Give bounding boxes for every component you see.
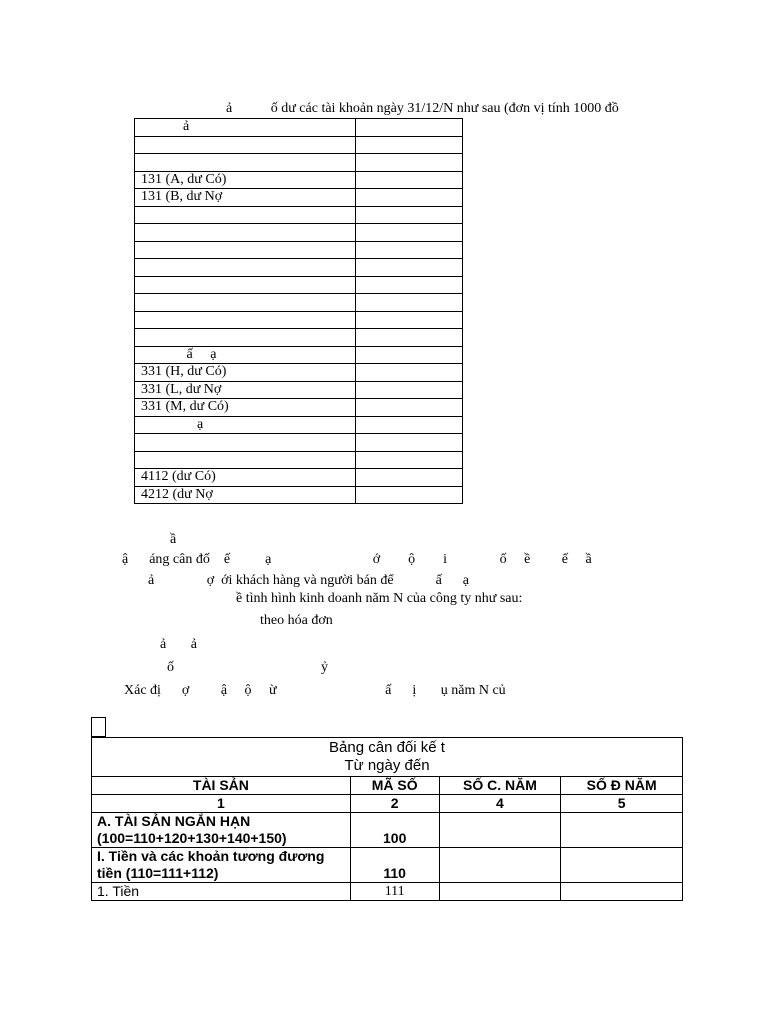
row-year-end: [439, 883, 561, 901]
account-row: [135, 276, 463, 294]
account-row: [135, 434, 463, 452]
account-row: [135, 486, 463, 504]
account-row: [135, 294, 463, 312]
row-code: 100: [350, 813, 439, 848]
account-value-cell: [356, 451, 463, 469]
row-label: I. Tiền và các khoản tương đương tiền (110=111+112): [92, 848, 351, 883]
account-row: [135, 241, 463, 259]
col-number-1: 1: [92, 795, 351, 813]
text-line-3: ả ợ ới khách hàng và người bán để ấ ạ: [148, 573, 470, 588]
account-name-cell: [135, 224, 356, 242]
col-number-5: 5: [561, 795, 683, 813]
account-name-cell: 331 (L, dư Nợ: [135, 381, 356, 399]
balance-sheet-title: [92, 738, 683, 777]
account-name-cell: [135, 206, 356, 224]
account-row: [135, 416, 463, 434]
balance-sheet-title-line2: Từ ngày đến: [344, 757, 430, 774]
text-line-6: ả ả: [160, 637, 197, 652]
account-value-cell: [356, 241, 463, 259]
account-value-cell: [356, 119, 463, 137]
col-number-4: 4: [439, 795, 561, 813]
account-row: [135, 381, 463, 399]
account-name-cell: 131 (B, dư Nợ: [135, 189, 356, 207]
col-number-2: 2: [350, 795, 439, 813]
account-row: [135, 469, 463, 487]
account-row: [135, 259, 463, 277]
account-value-cell: [356, 311, 463, 329]
text-line-7: ố ỷ: [167, 660, 328, 675]
intro-text: ả ố dư các tài khoản ngày 31/12/N như sau (đơn vị tính 1000 đồ: [226, 101, 619, 116]
account-value-cell: [356, 171, 463, 189]
account-value-cell: [356, 381, 463, 399]
account-name-cell: ả: [135, 119, 356, 137]
account-name-cell: 4112 (dư Có): [135, 469, 356, 487]
account-row: [135, 451, 463, 469]
account-row: [135, 119, 463, 137]
account-value-cell: [356, 434, 463, 452]
row-code: 110: [350, 848, 439, 883]
account-value-cell: [356, 364, 463, 382]
table-row: [92, 883, 683, 901]
account-value-cell: [356, 189, 463, 207]
account-row: [135, 311, 463, 329]
account-name-cell: [135, 294, 356, 312]
account-name-cell: 4212 (dư Nợ: [135, 486, 356, 504]
account-row: [135, 136, 463, 154]
account-value-cell: [356, 259, 463, 277]
account-row: [135, 224, 463, 242]
account-row: [135, 189, 463, 207]
text-line-1: ầ: [170, 532, 177, 547]
row-code: 111: [350, 883, 439, 901]
table-row: [92, 848, 683, 883]
balance-sheet-table: [91, 737, 683, 901]
text-line-5: theo hóa đơn: [260, 613, 333, 628]
row-label: 1. Tiền: [92, 883, 351, 901]
account-value-cell: [356, 136, 463, 154]
account-name-cell: 331 (M, dư Có): [135, 399, 356, 417]
account-name-cell: [135, 329, 356, 347]
account-name-cell: 131 (A, dư Có): [135, 171, 356, 189]
header-code: MÃ SỐ: [350, 777, 439, 795]
account-row: [135, 154, 463, 172]
text-line-2: ậ áng cân đố ế ạ ớ ộ i ố ề ế ầ: [122, 552, 592, 567]
balance-sheet-title-line1: Bảng cân đối kế t: [329, 739, 445, 756]
account-value-cell: [356, 294, 463, 312]
account-value-cell: [356, 154, 463, 172]
row-label: A. TÀI SẢN NGẮN HẠN (100=110+120+130+140+150): [92, 813, 351, 848]
text-line-4: ề tình hình kinh doanh năm N của công ty như sau:: [236, 591, 523, 606]
account-row: [135, 364, 463, 382]
account-name-cell: [135, 136, 356, 154]
account-name-cell: ấ ạ: [135, 346, 356, 364]
account-name-cell: [135, 241, 356, 259]
account-value-cell: [356, 346, 463, 364]
account-name-cell: [135, 434, 356, 452]
account-name-cell: [135, 259, 356, 277]
account-value-cell: [356, 416, 463, 434]
account-name-cell: [135, 311, 356, 329]
account-value-cell: [356, 224, 463, 242]
row-year-start: [561, 813, 683, 848]
account-value-cell: [356, 399, 463, 417]
table-row: [92, 813, 683, 848]
account-value-cell: [356, 276, 463, 294]
account-name-cell: ạ: [135, 416, 356, 434]
row-year-start: [561, 848, 683, 883]
account-name-cell: [135, 451, 356, 469]
account-row: [135, 329, 463, 347]
row-year-end: [439, 813, 561, 848]
account-value-cell: [356, 206, 463, 224]
account-row: [135, 171, 463, 189]
small-box: [91, 717, 106, 737]
row-year-start: [561, 883, 683, 901]
header-assets: TÀI SẢN: [92, 777, 351, 795]
account-name-cell: [135, 276, 356, 294]
account-value-cell: [356, 329, 463, 347]
header-year-end: SỐ C. NĂM: [439, 777, 561, 795]
account-row: [135, 399, 463, 417]
text-line-8: Xác đị ợ ậ ộ ừ ấ ị ụ năm N củ: [124, 683, 506, 698]
account-name-cell: 331 (H, dư Có): [135, 364, 356, 382]
row-year-end: [439, 848, 561, 883]
account-value-cell: [356, 486, 463, 504]
account-row: [135, 206, 463, 224]
account-row: [135, 346, 463, 364]
account-balance-table: [134, 118, 463, 504]
account-value-cell: [356, 469, 463, 487]
account-name-cell: [135, 154, 356, 172]
header-year-start: SỐ Đ NĂM: [561, 777, 683, 795]
